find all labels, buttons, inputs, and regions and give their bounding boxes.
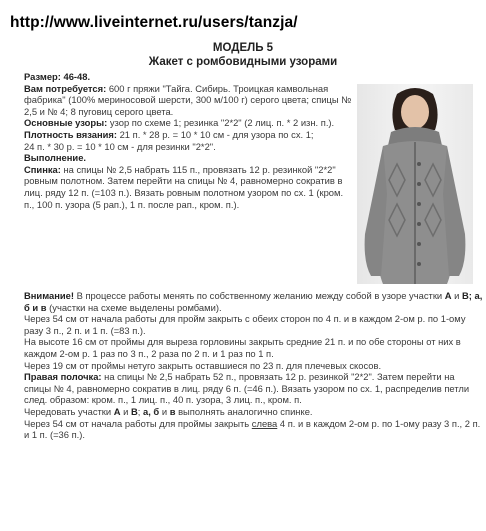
materials-line [24, 83, 354, 118]
density-line-2: 24 п. * 30 р. = 10 * 10 см - для резинки "2*2". [24, 140, 216, 152]
attention-letters-b: В; а, б и в [24, 290, 483, 313]
size-line [24, 71, 354, 83]
alternate-bold-d: в [169, 405, 176, 417]
patterns-label: Основные узоры: [24, 117, 108, 129]
size-label: Размер: [24, 71, 61, 82]
back-label: Спинка: [24, 163, 61, 175]
materials-text: 600 г пряжи "Тайга. Сибирь. Троицкая камвольная фабрика" (100% мериносовой шерсти, 300 м/100 г) серого цвета; спицы № 2,5 и № 4; 8 пуговиц серого цвета. [24, 82, 352, 117]
pattern-intro [24, 71, 354, 210]
right-front-label: Правая полочка: [24, 371, 102, 383]
size-value: 46-48. [63, 71, 91, 82]
patterns-text: узор по схеме 1; резинка "2*2" (2 лиц. п. * 2 изн. п.). [109, 117, 335, 129]
patterns-line [24, 117, 354, 129]
back-text: на спицы № 2,5 набрать 115 п., провязать 12 р. резинкой "2*2" ровным полотном. Затем перейти на спицы № 4, равномерно сократив в лиц. ряду 12 п. (=103 п.). Вязать ровным полотном узором по сх. 1 (кром. п., 100 п. узора (5 рап.), 1 п. после рап., кром. п.). [24, 163, 344, 210]
alternate-and-2: и [161, 405, 168, 417]
attention-line [24, 290, 484, 313]
execution-heading [24, 152, 354, 164]
right-front-text: на спицы № 2,5 набрать 52 п., провязать 12 р. резинкой "2*2". Затем перейти на спицы № 4, равномерно сократив в лиц. ряду 6 п. (=46 п.). Вязать узором по сх. 1, распределив петли след. образом: кром. п., 1 лиц. п., 40 п. узора, 3 лиц. п., кром. п. [24, 371, 470, 406]
armhole-line [24, 418, 484, 441]
button-icon [417, 242, 421, 246]
alternate-bold-a: А [113, 405, 121, 417]
attention-letter-a: А [444, 290, 452, 301]
density-line [24, 129, 354, 141]
alternate-bold-c: а, б [143, 405, 160, 417]
density-text-1: 21 п. * 28 р. = 10 * 10 см - для узора по сх. 1; [119, 128, 314, 140]
armhole-text-a: Через 54 см от начала работы для проймы закрыть [24, 417, 250, 429]
alternate-sep: ; [137, 405, 141, 417]
woman-in-knitted-jacket-photo [357, 84, 473, 284]
attention-label: Внимание! [24, 290, 74, 301]
model-title: МОДЕЛЬ 5 [212, 42, 274, 54]
alternate-text-a: Чередовать участки [24, 405, 112, 417]
right-front-section [24, 371, 484, 406]
face-shape [401, 95, 429, 129]
button-icon [417, 262, 421, 266]
photo-illustration [357, 84, 473, 284]
attention-text-a: В процессе работы менять по собственному желанию между собой в узоре участки [76, 290, 443, 301]
button-icon [417, 162, 421, 166]
back-step-2: На высоте 16 см от проймы для выреза горловины закрыть средние 21 п. и по обе стороны от них в каждом 2-ом р. 1 раз по 3 п., 2 раза по 2 п. и 1 раз по 1 п. [24, 336, 461, 359]
pattern-instructions [24, 290, 484, 441]
alternate-bold-b: В [131, 405, 138, 417]
button-icon [417, 222, 421, 226]
button-icon [417, 182, 421, 186]
button-icon [417, 202, 421, 206]
attention-and: и [454, 290, 460, 301]
back-step-3: Через 19 см от проймы нетуго закрыть оставшиеся по 23 п. для плечевых скосов. [24, 359, 382, 371]
back-step-1: Через 54 см от начала работы для пройм закрыть с обеих сторон по 4 п. и в каждом 2-ом р. по 1-ому разу 3 п., 2 п. и 1 п. (=83 п.). [24, 313, 466, 336]
execution-label: Выполнение. [24, 152, 87, 164]
model-subtitle: Жакет с ромбовидными узорами [148, 56, 338, 68]
armhole-underlined: слева [251, 417, 278, 429]
back-section [24, 164, 354, 210]
armhole-text-b: 4 п. и в каждом 2-ом р. по 1-ому разу 3 п., 2 п. и 1 п. (=36 п.). [24, 417, 481, 441]
alternate-text-b: выполнять аналогично спинке. [178, 405, 313, 417]
attention-text-b: (участки на схеме выделены ромбами). [49, 301, 222, 313]
source-url: http://www.liveinternet.ru/users/tanzja/ [10, 14, 298, 31]
density-label: Плотность вязания: [24, 128, 117, 140]
alternate-line [24, 406, 484, 418]
materials-label: Вам потребуется: [24, 82, 107, 94]
alternate-and-1: и [123, 405, 129, 417]
